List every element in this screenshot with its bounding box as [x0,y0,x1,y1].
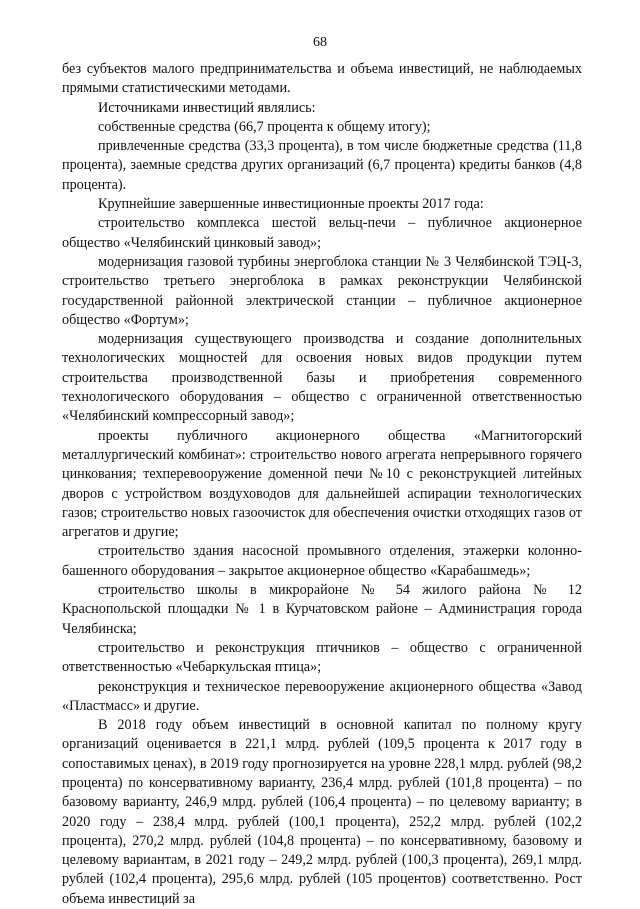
paragraph-project-zinc-plant: строительство комплекса шестой вельц-печи – публичное акционерное общество «Челябинский цинковый завод»; [62,215,582,251]
paragraph-project-fortum: модернизация газовой турбины энергоблока станции № 3 Челябинской ТЭЦ-3, строительство третьего энергоблока в рамках реконструкции Челябинской государственной районной электрической станции – публичное акционерное общество «Фортум»; [62,253,582,328]
document-body [62,60,582,909]
paragraph-project-mmk: проекты публичного акционерного общества «Магнитогорский металлургический комбинат»: строительство нового агрегата непрерывного горячего цинкования; техперевооружение доменной печи №10 с реконструкцией литейных дворов с устройством воздуховодов для дальнейшей аспирации технологических газов; строительство новых газоочисток для обеспечения очистки отходящих газов от агрегатов и другие; [62,427,582,541]
paragraph-continuation: без субъектов малого предпринимательства и объема инвестиций, не наблюдаемых прямыми статистическими методами. [62,61,582,97]
paragraph-investment-sources-intro: Источниками инвестиций являлись: [98,99,316,116]
paragraph-own-funds: собственные средства (66,7 процента к общему итогу); [98,118,431,135]
paragraph-attracted-funds: привлеченные средства (33,3 процента), в том числе бюджетные средства (11,8 процента), заемные средства других организаций (6,7 процента) кредиты банков (4,8 процента). [62,138,582,193]
page-number: 68 [313,35,327,50]
paragraph-project-karabashmed: строительство здания насосной промывного отделения, этажерки колонно-башенного оборудования – закрытое акционерное общество «Карабашмедь»; [62,543,582,579]
paragraph-investment-forecast: В 2018 году объем инвестиций в основной капитал по полному кругу организаций оценивается в 221,1 млрд. рублей (109,5 процента к 2017 году в сопоставимых ценах), в 2019 году прогнозируется на уровне 228,1 млрд. рублей (98,2 процента) по консервативному варианту, 236,4 млрд. рублей (101,8 процента) – по базовому варианту, 246,9 млрд. рублей (106,4 процента) – по целевому варианту; в 2020 году – 238,4 млрд. рублей (100,1 процента), 252,2 млрд. рублей (102,2 процента), 270,2 млрд. рублей (104,8 процента) – по консервативному, базовому и целевому вариантам, в 2021 году – 249,2 млрд. рублей (100,3 процента), 269,1 млрд. рублей (102,4 процента), 295,6 млрд. рублей (105 процентов) соответственно. Рост объема инвестиций за [62,717,582,907]
paragraph-project-poultry: строительство и реконструкция птичников – общество с ограниченной ответственностью «Чебаркульская птица»; [62,639,582,676]
paragraph-project-school: строительство школы в микрорайоне № 54 жилого района № 12 Краснопольской площадки № 1 в Курчатовском районе – Администрация города Челябинска; [62,582,582,637]
paragraph-largest-projects-intro: Крупнейшие завершенные инвестиционные проекты 2017 года: [98,196,484,213]
paragraph-project-plastmass: реконструкция и техническое перевооружение акционерного общества «Завод «Пластмасс» и другие. [62,678,582,714]
paragraph-project-compressor-plant: модернизация существующего производства и создание дополнительных технологических мощностей для освоения новых видов продукции путем строительства производственной базы и приобретения современного технологического оборудования – общество с ограниченной ответственностью «Челябинский компрессорный завод»; [62,331,582,425]
